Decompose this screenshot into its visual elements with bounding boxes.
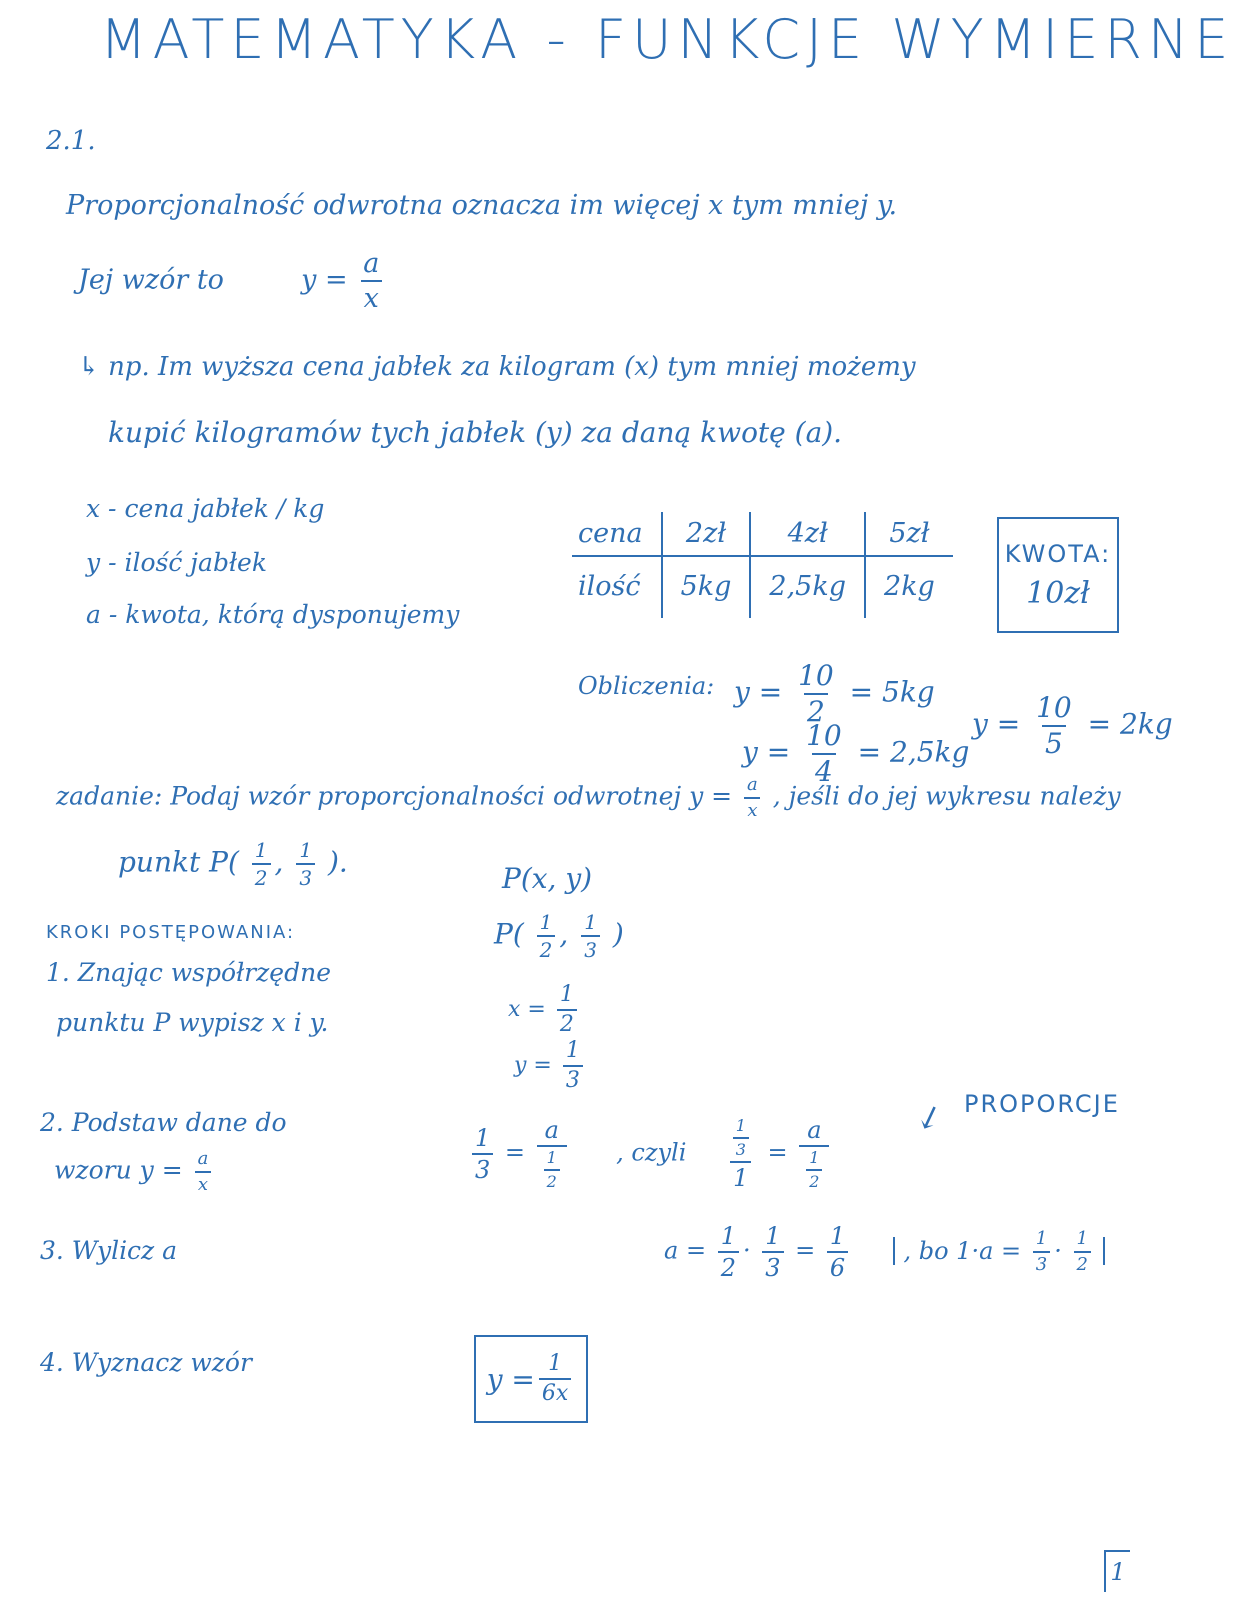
page-title: MATEMATYKA - FUNKCJE WYMIERNE	[100, 8, 1234, 71]
point-x-fraction	[537, 912, 556, 960]
justification-text: , bo 1·a =	[903, 1236, 1022, 1265]
fraction-numerator: 10	[806, 719, 842, 752]
task-fraction	[744, 776, 761, 820]
x-fraction	[557, 984, 577, 1036]
fraction-denominator: x	[361, 280, 382, 312]
fraction-numerator: 1	[539, 910, 553, 934]
fraction-numerator: 1	[809, 1148, 820, 1167]
intro-formula-lhs: y =	[301, 264, 348, 296]
justification-bracket	[893, 1228, 1104, 1275]
table-cell: 2kg	[865, 556, 953, 618]
fraction	[726, 1118, 756, 1190]
fraction-denominator: 2	[537, 935, 556, 960]
calc-fraction	[1033, 691, 1075, 760]
equals-sign: =	[504, 1138, 526, 1167]
table-cell: 4zł	[750, 512, 865, 556]
calc-rhs: = 2kg	[1087, 707, 1173, 741]
fraction-numerator: 1	[546, 1148, 557, 1167]
table-cell: 2zł	[662, 512, 751, 556]
task-line-2	[118, 840, 348, 888]
steps-header: KROKI POSTĘPOWANIA:	[46, 922, 296, 943]
calculations-label: Obliczenia:	[578, 672, 715, 700]
legend-y: y - ilość jabłek	[86, 548, 267, 577]
fraction-numerator: a	[363, 248, 380, 279]
fraction	[1074, 1230, 1091, 1274]
point-values	[494, 912, 624, 960]
fraction-numerator: a	[807, 1116, 822, 1144]
calc-rhs: = 2,5kg	[857, 735, 970, 769]
fraction-numerator: a	[747, 774, 758, 795]
fraction	[537, 1118, 567, 1190]
point-x-fraction	[252, 840, 271, 888]
fraction-numerator: 10	[1036, 691, 1072, 724]
price-quantity-table	[572, 512, 953, 618]
task-line-1	[56, 776, 1121, 820]
fraction-denominator: 3	[762, 1251, 783, 1280]
intro-formula-prefix: Jej wzór to	[78, 264, 224, 296]
fraction-denominator: x	[195, 1171, 211, 1194]
dot: ·	[742, 1236, 751, 1265]
result-fraction	[539, 1353, 571, 1405]
fraction-denominator: 2	[718, 1251, 739, 1280]
return-arrow-icon: ↳	[78, 352, 100, 382]
example-line-2: kupić kilogramów tych jabłek (y) za daną kwotę (a).	[108, 416, 843, 449]
fraction-denominator: 6	[827, 1251, 848, 1280]
fraction-numerator: 1	[548, 1351, 563, 1376]
result-lhs: y =	[486, 1362, 535, 1396]
comma: ,	[274, 845, 284, 879]
page-number: 1	[1104, 1550, 1130, 1592]
fraction-numerator: 1	[765, 1222, 781, 1250]
comma: ,	[559, 917, 569, 951]
task-point-open: punkt P(	[118, 845, 239, 879]
kwota-box	[997, 517, 1119, 633]
table-cell: 5kg	[662, 556, 751, 618]
y-fraction	[563, 1040, 583, 1092]
calc-lhs: y =	[972, 707, 1021, 741]
fraction	[762, 1224, 783, 1280]
x-value	[508, 984, 581, 1036]
fraction-denominator: 3	[581, 935, 600, 960]
step-1-line-2: punktu P wypisz x i y.	[56, 1008, 329, 1037]
table-cell: 2,5kg	[750, 556, 865, 618]
nested-fraction	[733, 1118, 749, 1158]
arrow-down-left-icon: ↙	[910, 1094, 949, 1140]
result-box	[474, 1335, 588, 1423]
fraction-numerator: 1	[475, 1124, 491, 1152]
nested-fraction	[806, 1150, 822, 1190]
compute-a	[664, 1224, 1105, 1280]
fraction-numerator: a	[197, 1148, 209, 1169]
step-4: 4. Wyznacz wzór	[40, 1348, 252, 1377]
point-y-fraction	[296, 840, 315, 888]
task-text: , jeśli do jej wykresu należy	[772, 781, 1121, 811]
intro-definition: Proporcjonalność odwrotna oznacza im więcej x tym mniej y.	[66, 190, 898, 221]
step-fraction	[195, 1150, 212, 1194]
fraction-denominator: 2	[557, 1009, 577, 1036]
proporcje-label: PROPORCJE	[964, 1090, 1120, 1118]
fraction-denominator: 3	[563, 1065, 583, 1092]
kwota-label: KWOTA:	[1004, 539, 1112, 568]
fraction	[799, 1118, 829, 1190]
step-2-line-2	[54, 1150, 215, 1194]
fraction-denominator: 2	[1074, 1251, 1091, 1274]
fraction-denominator: 2	[252, 863, 271, 888]
fraction-denominator: 5	[1042, 725, 1066, 758]
dot: ·	[1054, 1236, 1062, 1265]
step-1-line-1: 1. Znając współrzędne	[46, 958, 331, 987]
calc-lhs: y =	[742, 735, 791, 769]
fraction-denominator: 2	[806, 1169, 822, 1190]
point-general: P(x, y)	[502, 862, 593, 895]
point-y-fraction	[581, 912, 600, 960]
step-3: 3. Wylicz a	[40, 1236, 178, 1265]
fraction	[827, 1224, 848, 1280]
intro-formula-line	[78, 250, 386, 312]
substitution-equation	[468, 1118, 833, 1190]
equals-sign: =	[767, 1138, 788, 1167]
nested-fraction	[544, 1150, 560, 1190]
task-text: zadanie: Podaj wzór proporcjonalności odwrotnej y =	[56, 781, 733, 811]
fraction-denominator	[799, 1145, 829, 1190]
y-value	[514, 1040, 587, 1092]
section-number: 2.1.	[46, 126, 96, 156]
calculation-1	[734, 659, 935, 728]
fraction-denominator: 6x	[539, 1378, 571, 1405]
example-text-1: np. Im wyższa cena jabłek za kilogram (x) tym mniej możemy	[108, 352, 916, 382]
fraction-denominator: 2	[544, 1169, 560, 1190]
y-label: y =	[514, 1053, 552, 1078]
calc-lhs: y =	[734, 675, 783, 709]
point-close: )	[612, 917, 624, 951]
calc-rhs: = 5kg	[849, 675, 935, 709]
table-cell: 5zł	[865, 512, 953, 556]
fraction-numerator: 10	[798, 659, 834, 692]
fraction-numerator: 1	[735, 1116, 746, 1135]
calc-fraction	[795, 659, 837, 728]
fraction-numerator: 1	[720, 1222, 736, 1250]
step-text: wzoru y =	[54, 1155, 183, 1185]
fraction	[1033, 1230, 1050, 1274]
fraction-numerator: 1	[584, 910, 597, 934]
intro-formula-fraction	[360, 250, 382, 312]
a-label: a =	[664, 1236, 707, 1265]
fraction-denominator: 3	[296, 863, 315, 888]
fraction-denominator	[537, 1145, 567, 1190]
table-row-label: ilość	[578, 571, 641, 602]
fraction-numerator: 1	[254, 838, 268, 862]
fraction-denominator: 1	[730, 1161, 751, 1190]
fraction-denominator: x	[744, 797, 760, 820]
czyli-text: , czyli	[616, 1138, 687, 1167]
fraction-numerator	[726, 1118, 756, 1161]
table-row	[572, 512, 953, 556]
fraction-numerator: 1	[1076, 1228, 1088, 1249]
table-row	[572, 556, 953, 618]
kwota-value: 10zł	[1026, 575, 1090, 611]
example-line-1	[78, 352, 916, 382]
equals-sign: =	[795, 1236, 816, 1265]
fraction-denominator: 3	[472, 1153, 493, 1182]
fraction-numerator: 1	[565, 1038, 580, 1063]
fraction-numerator: 1	[559, 982, 574, 1007]
fraction-denominator: 3	[733, 1137, 749, 1158]
table-row-label: cena	[572, 512, 662, 556]
legend-a: a - kwota, którą dysponujemy	[86, 600, 460, 629]
fraction-denominator: 4	[812, 753, 836, 786]
fraction-numerator: 1	[829, 1222, 846, 1250]
fraction-numerator: 1	[299, 838, 313, 862]
fraction-numerator: 1	[1035, 1228, 1048, 1249]
fraction-denominator: 2	[804, 693, 828, 726]
fraction-numerator: a	[544, 1116, 559, 1144]
task-point-close: ).	[327, 845, 348, 879]
fraction	[718, 1224, 739, 1280]
legend-x: x - cena jabłek / kg	[86, 494, 325, 523]
step-2-line-1: 2. Podstaw dane do	[40, 1108, 287, 1137]
point-open: P(	[494, 917, 524, 951]
fraction	[472, 1126, 493, 1182]
calculation-3	[972, 691, 1173, 760]
fraction-denominator: 3	[1033, 1251, 1050, 1274]
x-label: x =	[508, 997, 546, 1022]
